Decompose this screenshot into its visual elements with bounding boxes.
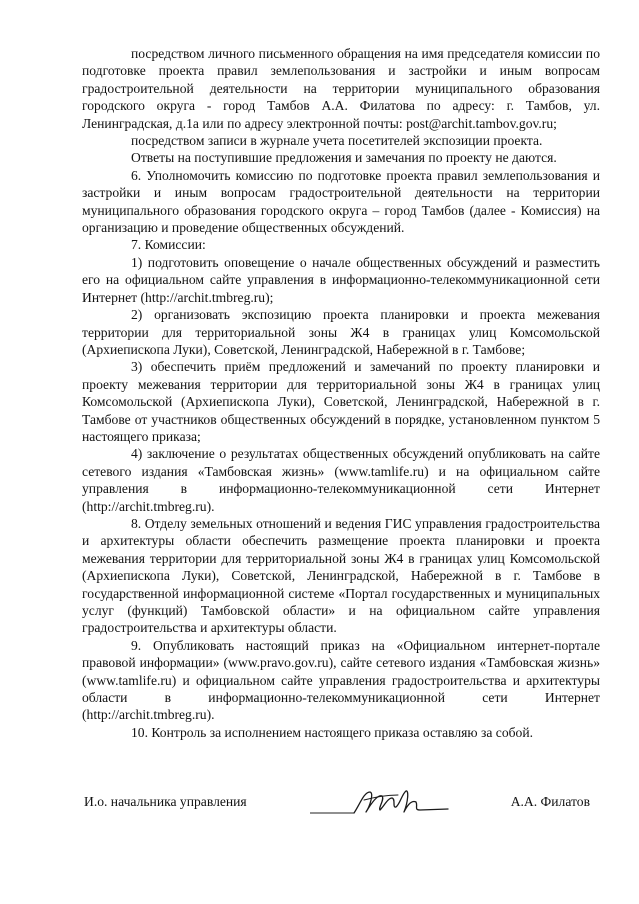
- paragraph-no-replies: Ответы на поступившие предложения и замечания по проекту не даются.: [131, 150, 557, 166]
- paragraph-item-10: 10. Контроль за исполнением настоящего приказа оставляю за собой.: [131, 724, 533, 740]
- handwritten-signature: [308, 786, 458, 820]
- paragraph-subitem-2: 2) организовать экспозицию проекта планировки и проекта межевания территории для территориальной зоны Ж4 в границах улиц Комсомольской (Архиепископа Луки), Советской, Ленинградской, Набережной в г. Тамбове;: [82, 307, 600, 357]
- paragraph-item-6: 6. Уполномочить комиссию по подготовке проекта правил землепользования и застройки и иным вопросам градостроительной деятельности на территории муниципального образования городского округа – город Тамбов (далее - Комиссия) на организацию и проведение общественных обсуждений.: [82, 167, 600, 236]
- paragraph-subitem-3: 3) обеспечить приём предложений и замечаний по проекту планировки и проекту межевания территории для территориальной зоны Ж4 в границах улиц Комсомольской (Архиепископа Луки), Советской, Ленинградской, Набережной в г. Тамбове от участников общественных обсуждений в порядке, установленном пунктом 5 настоящего приказа;: [82, 359, 600, 444]
- paragraph-item-8: 8. Отделу земельных отношений и ведения ГИС управления градостроительства и архитектуры области обеспечить размещение проекта планировки и проекта межевания территории для территориальной зоны Ж4 в границах улиц Комсомольской (Архиепископа Луки), Советской, Ленинградской, Набережной в г. Тамбове в государственной информационной системе «Портал государственных и муниципальных услуг (функций) Тамбовской области» и на официальном сайте управления градостроительства и архитектуры области.: [82, 515, 600, 636]
- paragraph-written-appeal: посредством личного письменного обращения на имя председателя комиссии по подготовке проекта правил землепользования и застройки и иным вопросам градостроительной деятельности на территории муниципального образования городского округа - город Тамбов А.А. Филатова по адресу: г. Тамбов, ул. Ленинградская, д.1а или по адресу электронной почты: post@archit.tambov.gov.ru;: [82, 46, 600, 131]
- signatory-title: И.о. начальника управления: [84, 794, 247, 809]
- signatory-name: А.А. Филатов: [510, 794, 590, 809]
- signature-block: [82, 786, 600, 826]
- paragraph-item-9: 9. Опубликовать настоящий приказ на «Официальном интернет-портале правовой информации» (www.pravo.gov.ru), сайте сетевого издания «Тамбовская жизнь» (www.tamlife.ru) и официальном сайте управления градостроительства и архитектуры области в информационно-телекоммуникационной сети Интернет (http://archit.tmbreg.ru).: [82, 637, 600, 723]
- paragraph-visitor-log: посредством записи в журнале учета посетителей экспозиции проекта.: [131, 133, 543, 149]
- document-body: [82, 45, 600, 741]
- paragraph-item-7: 7. Комиссии:: [131, 237, 206, 253]
- paragraph-subitem-4: 4) заключение о результатах общественных обсуждений опубликовать на сайте сетевого издания «Тамбовская жизнь» (www.tamlife.ru) и на официальном сайте управления в информационно-телекоммуникационной сети Интернет (http://archit.tmbreg.ru).: [82, 446, 600, 514]
- paragraph-subitem-1: 1) подготовить оповещение о начале общественных обсуждений и разместить его на официальном сайте управления в информационно-телекоммуникационной сети Интернет (http://archit.tmbreg.ru);: [82, 254, 600, 305]
